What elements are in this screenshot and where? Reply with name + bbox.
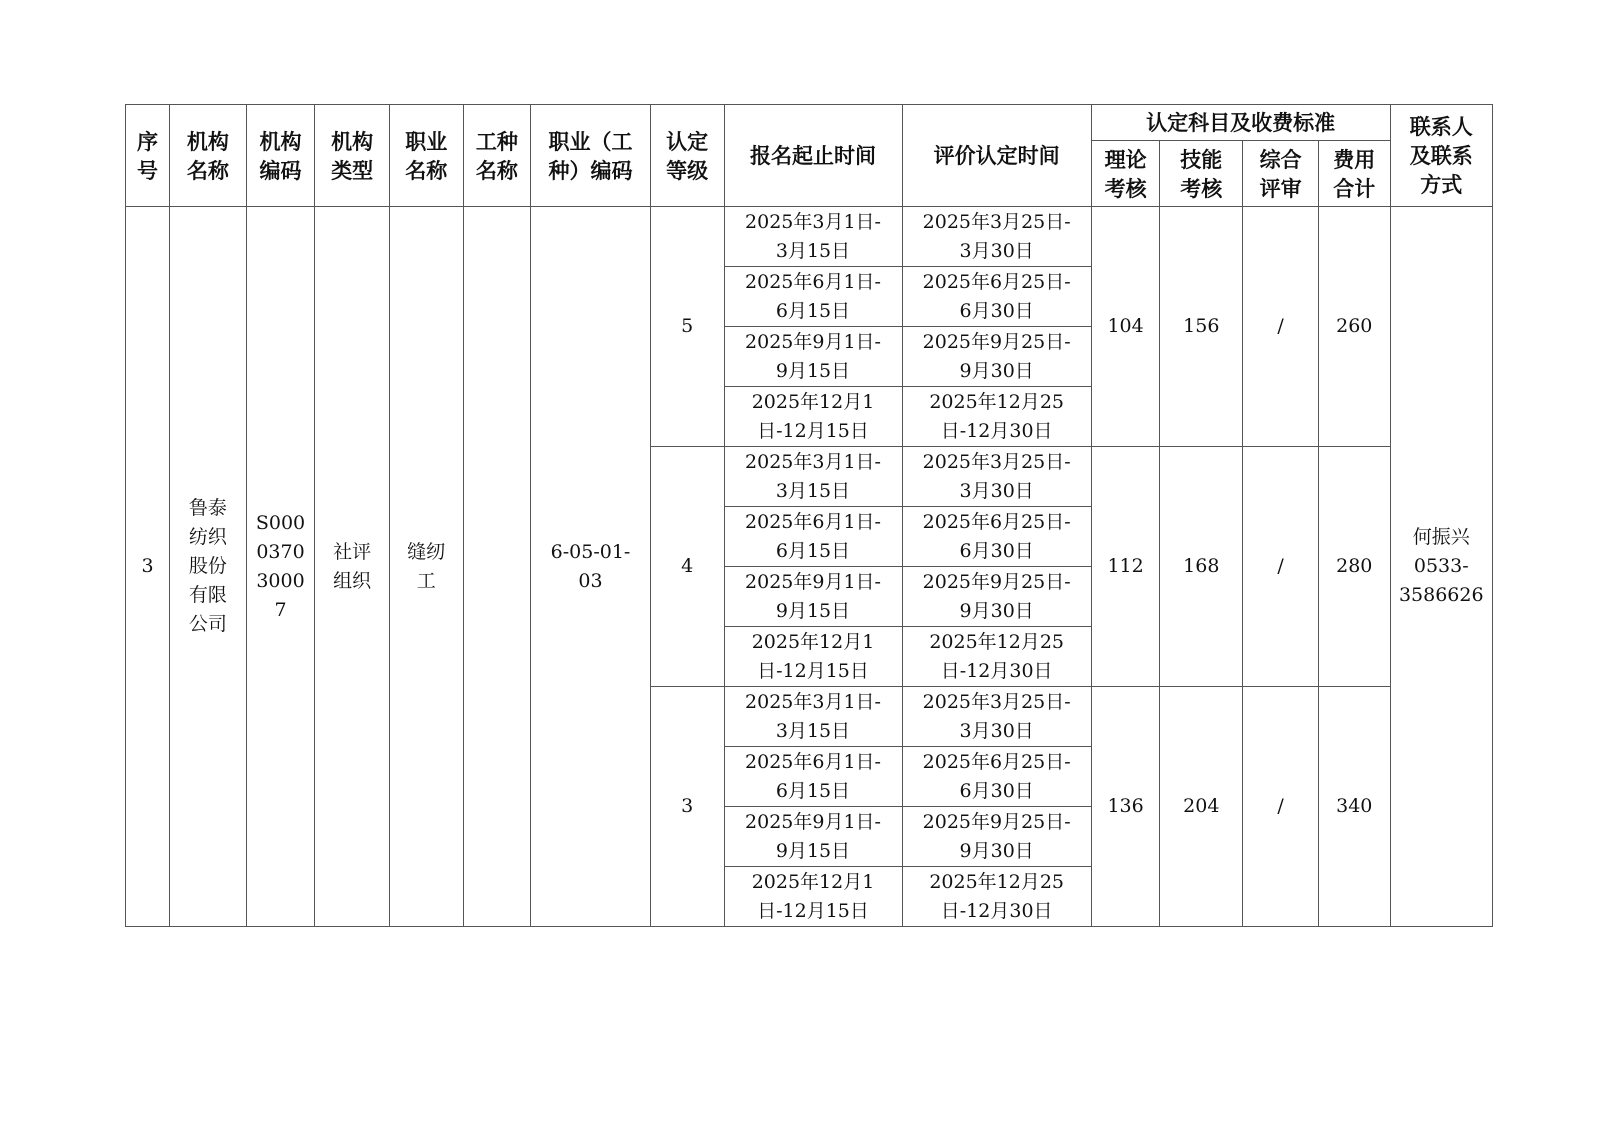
org-name-value: 鲁泰 纺织 股份 有限 公司: [188, 497, 227, 635]
theory-fee-value: 112: [1107, 555, 1144, 577]
cell-signup-period: [724, 627, 902, 687]
header-org-name-text: 机构 名称: [186, 128, 229, 183]
eval-period-value: 2025年12月25 日-12月30日: [929, 630, 1065, 682]
cell-contact: [1390, 207, 1492, 927]
skill-fee-value: 204: [1183, 795, 1220, 817]
header-org-code: [246, 105, 315, 207]
header-occupation-code: [531, 105, 651, 207]
cell-eval-period: [902, 807, 1091, 867]
cell-theory-fee: [1091, 207, 1160, 447]
org-type-value: 社评 组织: [333, 540, 372, 592]
header-org-type-text: 机构 类型: [331, 128, 374, 183]
header-total-text: 费用 合计: [1333, 146, 1376, 201]
seq-value: 3: [141, 555, 154, 577]
eval-period-value: 2025年12月25 日-12月30日: [929, 870, 1065, 922]
signup-period-value: 2025年12月1 日-12月15日: [751, 870, 875, 922]
header-contact: [1390, 105, 1492, 207]
header-eval-period: [902, 105, 1091, 207]
signup-period-value: 2025年6月1日- 6月15日: [745, 270, 881, 322]
review-fee-value: /: [1277, 555, 1284, 577]
cell-eval-period: [902, 267, 1091, 327]
header-level-text: 认定 等级: [666, 128, 709, 183]
header-review-text: 综合 评审: [1259, 146, 1302, 201]
cell-eval-period: [902, 447, 1091, 507]
cell-signup-period: [724, 387, 902, 447]
table-body: [126, 207, 1493, 927]
total-fee-value: 280: [1336, 555, 1373, 577]
total-fee-value: 340: [1336, 795, 1373, 817]
cell-signup-period: [724, 687, 902, 747]
signup-period-value: 2025年6月1日- 6月15日: [745, 750, 881, 802]
review-fee-value: /: [1277, 315, 1284, 337]
cell-signup-period: [724, 747, 902, 807]
cell-signup-period: [724, 447, 902, 507]
header-org-code-text: 机构 编码: [259, 128, 302, 183]
total-fee-value: 260: [1336, 315, 1373, 337]
signup-period-value: 2025年12月1 日-12月15日: [751, 390, 875, 442]
eval-period-value: 2025年3月25日- 3月30日: [922, 450, 1071, 502]
cell-org-type: [315, 207, 390, 927]
skill-fee-value: 168: [1183, 555, 1220, 577]
eval-period-value: 2025年6月25日- 6月30日: [922, 270, 1071, 322]
header-fee-group: [1091, 105, 1390, 141]
theory-fee-value: 136: [1107, 795, 1144, 817]
theory-fee-value: 104: [1107, 315, 1144, 337]
signup-period-value: 2025年6月1日- 6月15日: [745, 510, 881, 562]
cell-signup-period: [724, 267, 902, 327]
header-contact-text: 联系人 及联系 方式: [1409, 114, 1473, 197]
cell-theory-fee: [1091, 687, 1160, 927]
eval-period-value: 2025年12月25 日-12月30日: [929, 390, 1065, 442]
cell-signup-period: [724, 507, 902, 567]
header-fee-group-text: 认定科目及收费标准: [1146, 110, 1336, 135]
header-total: [1318, 141, 1390, 207]
signup-period-value: 2025年9月1日- 9月15日: [745, 810, 881, 862]
cell-eval-period: [902, 207, 1091, 267]
cell-eval-period: [902, 507, 1091, 567]
header-seq: [126, 105, 170, 207]
header-org-name: [169, 105, 246, 207]
skill-fee-value: 156: [1183, 315, 1220, 337]
eval-period-value: 2025年6月25日- 6月30日: [922, 750, 1071, 802]
header-theory: [1091, 141, 1160, 207]
header-theory-text: 理论 考核: [1104, 146, 1147, 201]
header-job-name-text: 工种 名称: [475, 128, 518, 183]
cell-skill-fee: [1160, 207, 1243, 447]
cell-skill-fee: [1160, 687, 1243, 927]
header-job-name: [463, 105, 531, 207]
level-value: 5: [681, 315, 694, 337]
occupation-name-value: 缝纫 工: [407, 540, 446, 592]
cell-review-fee: [1243, 447, 1319, 687]
certification-schedule-table: [125, 104, 1493, 927]
eval-period-value: 2025年9月25日- 9月30日: [922, 570, 1071, 622]
cell-total-fee: [1318, 207, 1390, 447]
table-row: [126, 207, 1493, 267]
cell-review-fee: [1243, 207, 1319, 447]
cell-signup-period: [724, 567, 902, 627]
eval-period-value: 2025年3月25日- 3月30日: [922, 210, 1071, 262]
header-eval-period-text: 评价认定时间: [933, 143, 1060, 168]
table-header: [126, 105, 1493, 207]
signup-period-value: 2025年9月1日- 9月15日: [745, 570, 881, 622]
header-level: [650, 105, 724, 207]
header-skill: [1160, 141, 1243, 207]
cell-eval-period: [902, 387, 1091, 447]
cell-total-fee: [1318, 687, 1390, 927]
cell-signup-period: [724, 807, 902, 867]
cell-occupation-name: [389, 207, 463, 927]
signup-period-value: 2025年3月1日- 3月15日: [745, 210, 881, 262]
cell-eval-period: [902, 687, 1091, 747]
header-signup-period: [724, 105, 902, 207]
cell-skill-fee: [1160, 447, 1243, 687]
cell-eval-period: [902, 747, 1091, 807]
cell-level: [650, 447, 724, 687]
header-skill-text: 技能 考核: [1180, 146, 1223, 201]
cell-eval-period: [902, 627, 1091, 687]
signup-period-value: 2025年3月1日- 3月15日: [745, 690, 881, 742]
level-value: 4: [681, 555, 694, 577]
level-value: 3: [681, 795, 694, 817]
header-seq-text: 序 号: [136, 128, 158, 183]
org-code-value: S000 0370 3000 7: [255, 511, 306, 621]
cell-org-name: [169, 207, 246, 927]
review-fee-value: /: [1277, 795, 1284, 817]
header-signup-period-text: 报名起止时间: [750, 143, 877, 168]
header-occupation-name-text: 职业 名称: [405, 128, 448, 183]
cell-signup-period: [724, 207, 902, 267]
cell-level: [650, 207, 724, 447]
eval-period-value: 2025年9月25日- 9月30日: [922, 810, 1071, 862]
header-occupation-name: [389, 105, 463, 207]
cell-occupation-code: [531, 207, 651, 927]
cell-theory-fee: [1091, 447, 1160, 687]
contact-value: 何振兴 0533- 3586626: [1398, 526, 1484, 606]
cell-eval-period: [902, 327, 1091, 387]
cell-total-fee: [1318, 447, 1390, 687]
signup-period-value: 2025年3月1日- 3月15日: [745, 450, 881, 502]
cell-review-fee: [1243, 687, 1319, 927]
header-review: [1243, 141, 1319, 207]
header-occupation-code-text: 职业（工 种）编码: [548, 128, 633, 183]
signup-period-value: 2025年9月1日- 9月15日: [745, 330, 881, 382]
cell-level: [650, 687, 724, 927]
occupation-code-value: 6-05-01- 03: [550, 540, 631, 592]
cell-eval-period: [902, 567, 1091, 627]
cell-signup-period: [724, 327, 902, 387]
cell-seq: [126, 207, 170, 927]
eval-period-value: 2025年6月25日- 6月30日: [922, 510, 1071, 562]
cell-signup-period: [724, 867, 902, 927]
cell-job-name: [463, 207, 531, 927]
eval-period-value: 2025年9月25日- 9月30日: [922, 330, 1071, 382]
signup-period-value: 2025年12月1 日-12月15日: [751, 630, 875, 682]
cell-eval-period: [902, 867, 1091, 927]
header-org-type: [315, 105, 390, 207]
eval-period-value: 2025年3月25日- 3月30日: [922, 690, 1071, 742]
cell-org-code: [246, 207, 315, 927]
